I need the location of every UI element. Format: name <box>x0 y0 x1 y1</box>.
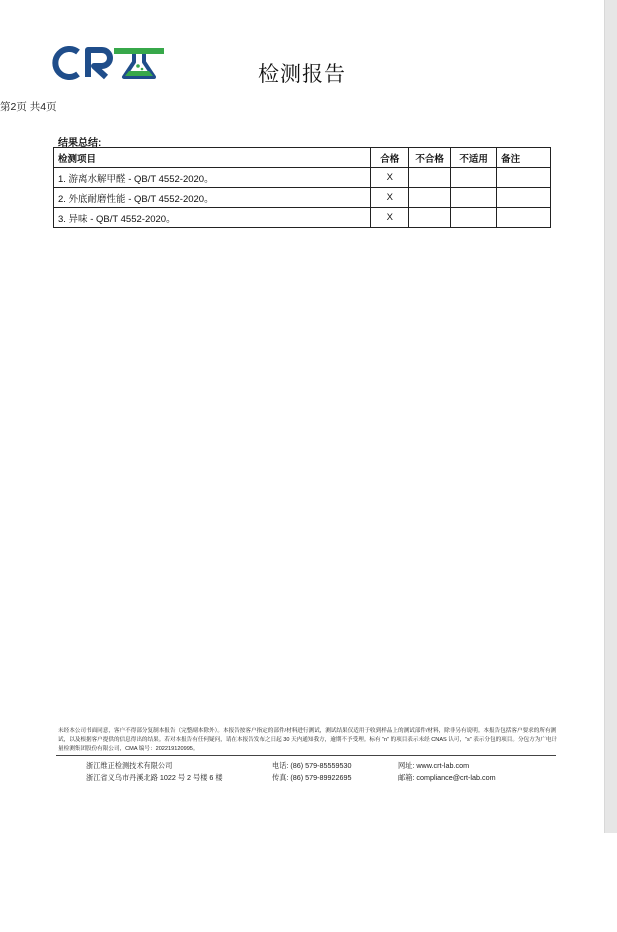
pass-cell: X <box>371 168 409 188</box>
results-table <box>53 147 551 228</box>
table-row <box>54 188 551 208</box>
na-cell <box>451 208 497 228</box>
phone-number: 电话: (86) 579-85559530 <box>272 761 352 770</box>
remark-cell <box>497 208 551 228</box>
na-cell <box>451 168 497 188</box>
disclaimer-text: 未经本公司书面同意，客户不得部分复制本报告（完整副本除外）。本报告按客户指定的部件/材料进行测试，测试结果仅适用于收到样品上的测试部件/材料，除非另有说明。本报告包括客户要求的所有测试，以及根据客户提供的信息得出的结果。若对本报告有任何疑问，请在本报告发布之日起 30 天内通知我方，逾期不予受理。标有 “n” 的项目表示未经 CNAS 认可，“s” 表示分包的项目。分包方为广电计量检测集团股份有限公司，CMA 编号：202219120995。 <box>58 728 558 752</box>
test-item-cell: 1. 游离水解甲醛 - QB/T 4552-2020。 <box>54 168 371 188</box>
footer-company-block <box>86 760 223 784</box>
pass-cell: X <box>371 188 409 208</box>
company-address: 浙江省义乌市丹溪北路 1022 号 2 号楼 6 楼 <box>86 773 223 782</box>
column-header-fail: 不合格 <box>409 148 451 168</box>
column-header-item: 检测项目 <box>54 148 371 168</box>
column-header-pass: 合格 <box>371 148 409 168</box>
remark-cell <box>497 188 551 208</box>
pass-cell: X <box>371 208 409 228</box>
column-header-remark: 备注 <box>497 148 551 168</box>
footer-divider <box>56 755 556 756</box>
table-header-row <box>54 148 551 168</box>
email-link[interactable]: 邮箱: compliance@crt-lab.com <box>398 773 496 782</box>
table-row <box>54 208 551 228</box>
summary-heading: 结果总结: <box>58 138 102 149</box>
fail-cell <box>409 208 451 228</box>
fail-cell <box>409 188 451 208</box>
remark-cell <box>497 168 551 188</box>
table-row <box>54 168 551 188</box>
footer-contact-block <box>272 760 352 784</box>
page-info: 第2页 共4页 <box>0 99 604 932</box>
company-name: 浙江维正检测技术有限公司 <box>86 761 173 770</box>
fail-cell <box>409 168 451 188</box>
test-item-cell: 2. 外底耐磨性能 - QB/T 4552-2020。 <box>54 188 371 208</box>
fax-number: 传真: (86) 579-89922695 <box>272 773 352 782</box>
na-cell <box>451 188 497 208</box>
footer-web-block <box>398 760 496 784</box>
report-title: 检测报告 <box>258 63 346 86</box>
website-link[interactable]: 网址: www.crt-lab.com <box>398 761 470 770</box>
column-header-na: 不适用 <box>451 148 497 168</box>
test-item-cell: 3. 异味 - QB/T 4552-2020。 <box>54 208 371 228</box>
vertical-scrollbar[interactable] <box>604 0 617 833</box>
